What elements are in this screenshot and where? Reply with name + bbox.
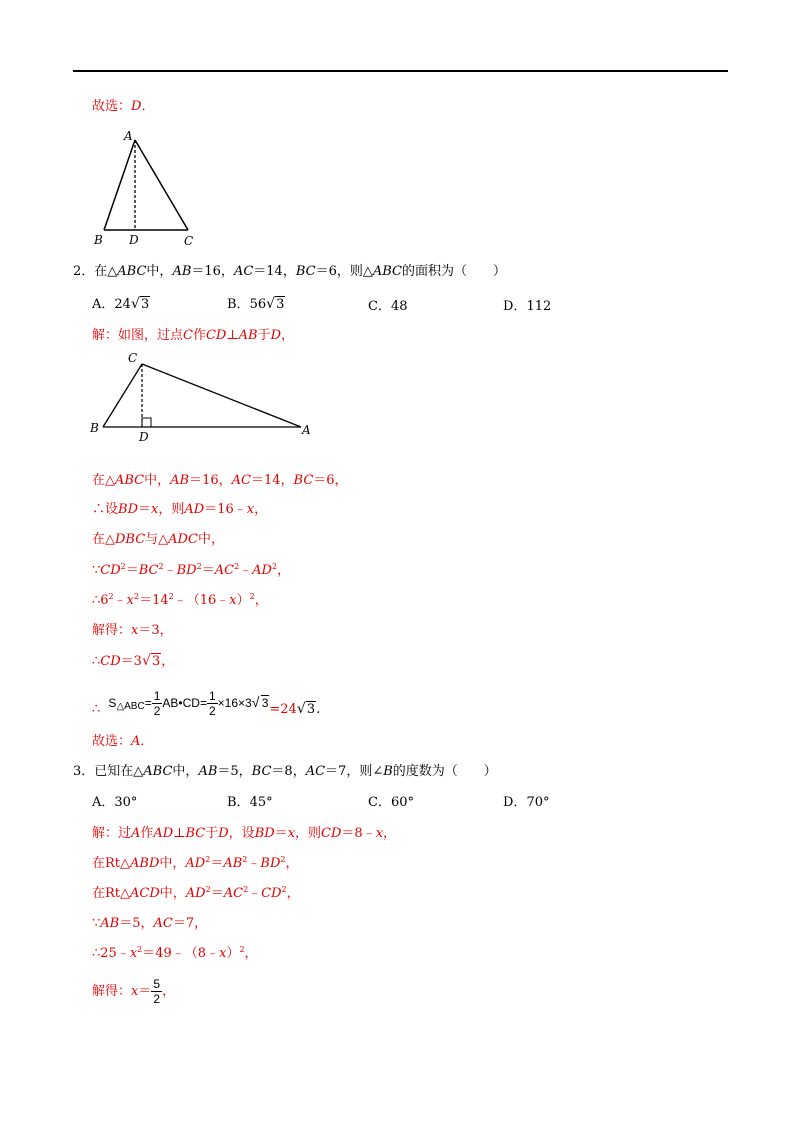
- solution-2-area-formula: ∴ S△ABC= $\frac{1}{2}$ AB•CD= $\frac{1}{2}$ ×16×3√ 3=24√ 3.: [92, 686, 320, 727]
- solution-3-line-3: 在Rt△ACD中，$AD^2=AC^2﹣CD^2$，: [92, 885, 300, 901]
- solution-2-line-7: 解得：x＝3，: [92, 623, 173, 638]
- solution-2-line-5: $\because CD^2=BC^2﹣BD^2=AC^2﹣AD^2$，: [92, 562, 291, 578]
- solution-2-line-2: 在△ABC中，AB＝16，AC＝14，BC＝6，: [92, 473, 348, 488]
- q2-option-b[interactable]: B．56√ 3: [227, 296, 285, 314]
- q3-option-b[interactable]: B．45°: [227, 795, 273, 810]
- solution-3-line-6: 解得：x＝ $\frac{5}{2}$ ，: [92, 977, 176, 1006]
- fig2-label-d: D: [139, 430, 149, 444]
- fig1-label-a: A: [124, 129, 133, 143]
- q2-option-d[interactable]: D．112: [503, 299, 552, 314]
- question-2: 2．在△ABC中，AB＝16，AC＝14，BC＝6，则△ABC的面积为（ ）: [73, 264, 507, 279]
- fig2-label-c: C: [128, 351, 138, 365]
- header-rule: [73, 70, 728, 72]
- fig2-label-a: A: [302, 423, 311, 437]
- solution-2-line-4: 在△DBC与△ADC中，: [92, 532, 224, 547]
- solution-3-line-2: 在Rt△ABD中，$AD^2=AB^2﹣BD^2$，: [92, 855, 299, 871]
- q3-option-d[interactable]: D．70°: [503, 795, 550, 810]
- answer-line-q2: 故选：A．: [92, 734, 154, 749]
- solution-3-line-5: $\therefore 25﹣x^2=49﹣(8﹣x)^2$，: [92, 945, 258, 961]
- q3-option-c[interactable]: C．60°: [368, 795, 414, 810]
- fig1-label-d: D: [129, 233, 139, 247]
- solution-2-line-1: 解：如图，过点C作CD⊥AB于D，: [92, 328, 295, 343]
- solution-2-line-6: $\therefore 6^2﹣x^2=14^2﹣(16﹣x)^2$，: [92, 592, 268, 608]
- solution-3-line-1: 解：过A作AD⊥BC于D，设BD＝x，则CD＝8﹣x，: [92, 826, 397, 841]
- q2-option-c[interactable]: C．48: [368, 299, 408, 314]
- triangle-figure-2: [86, 348, 318, 444]
- fig1-label-c: C: [184, 234, 194, 248]
- triangle-figure-1: [90, 128, 210, 250]
- answer-line-q1: 故选：D．: [92, 99, 155, 114]
- solution-3-line-4: ∵AB＝5，AC＝7，: [92, 916, 208, 931]
- solution-2-line-8: ∴CD＝3√ 3，: [92, 653, 174, 671]
- q2-option-a[interactable]: A．24√ 3: [92, 296, 150, 314]
- fig2-label-b: B: [90, 421, 99, 435]
- q3-option-a[interactable]: A．30°: [92, 795, 138, 810]
- solution-2-line-3: ∴设BD＝x，则AD＝16﹣x，: [92, 502, 268, 517]
- fig1-label-b: B: [94, 233, 103, 247]
- question-3: 3．已知在△ABC中，AB＝5，BC＝8，AC＝7，则∠B的度数为（ ）: [73, 764, 497, 779]
